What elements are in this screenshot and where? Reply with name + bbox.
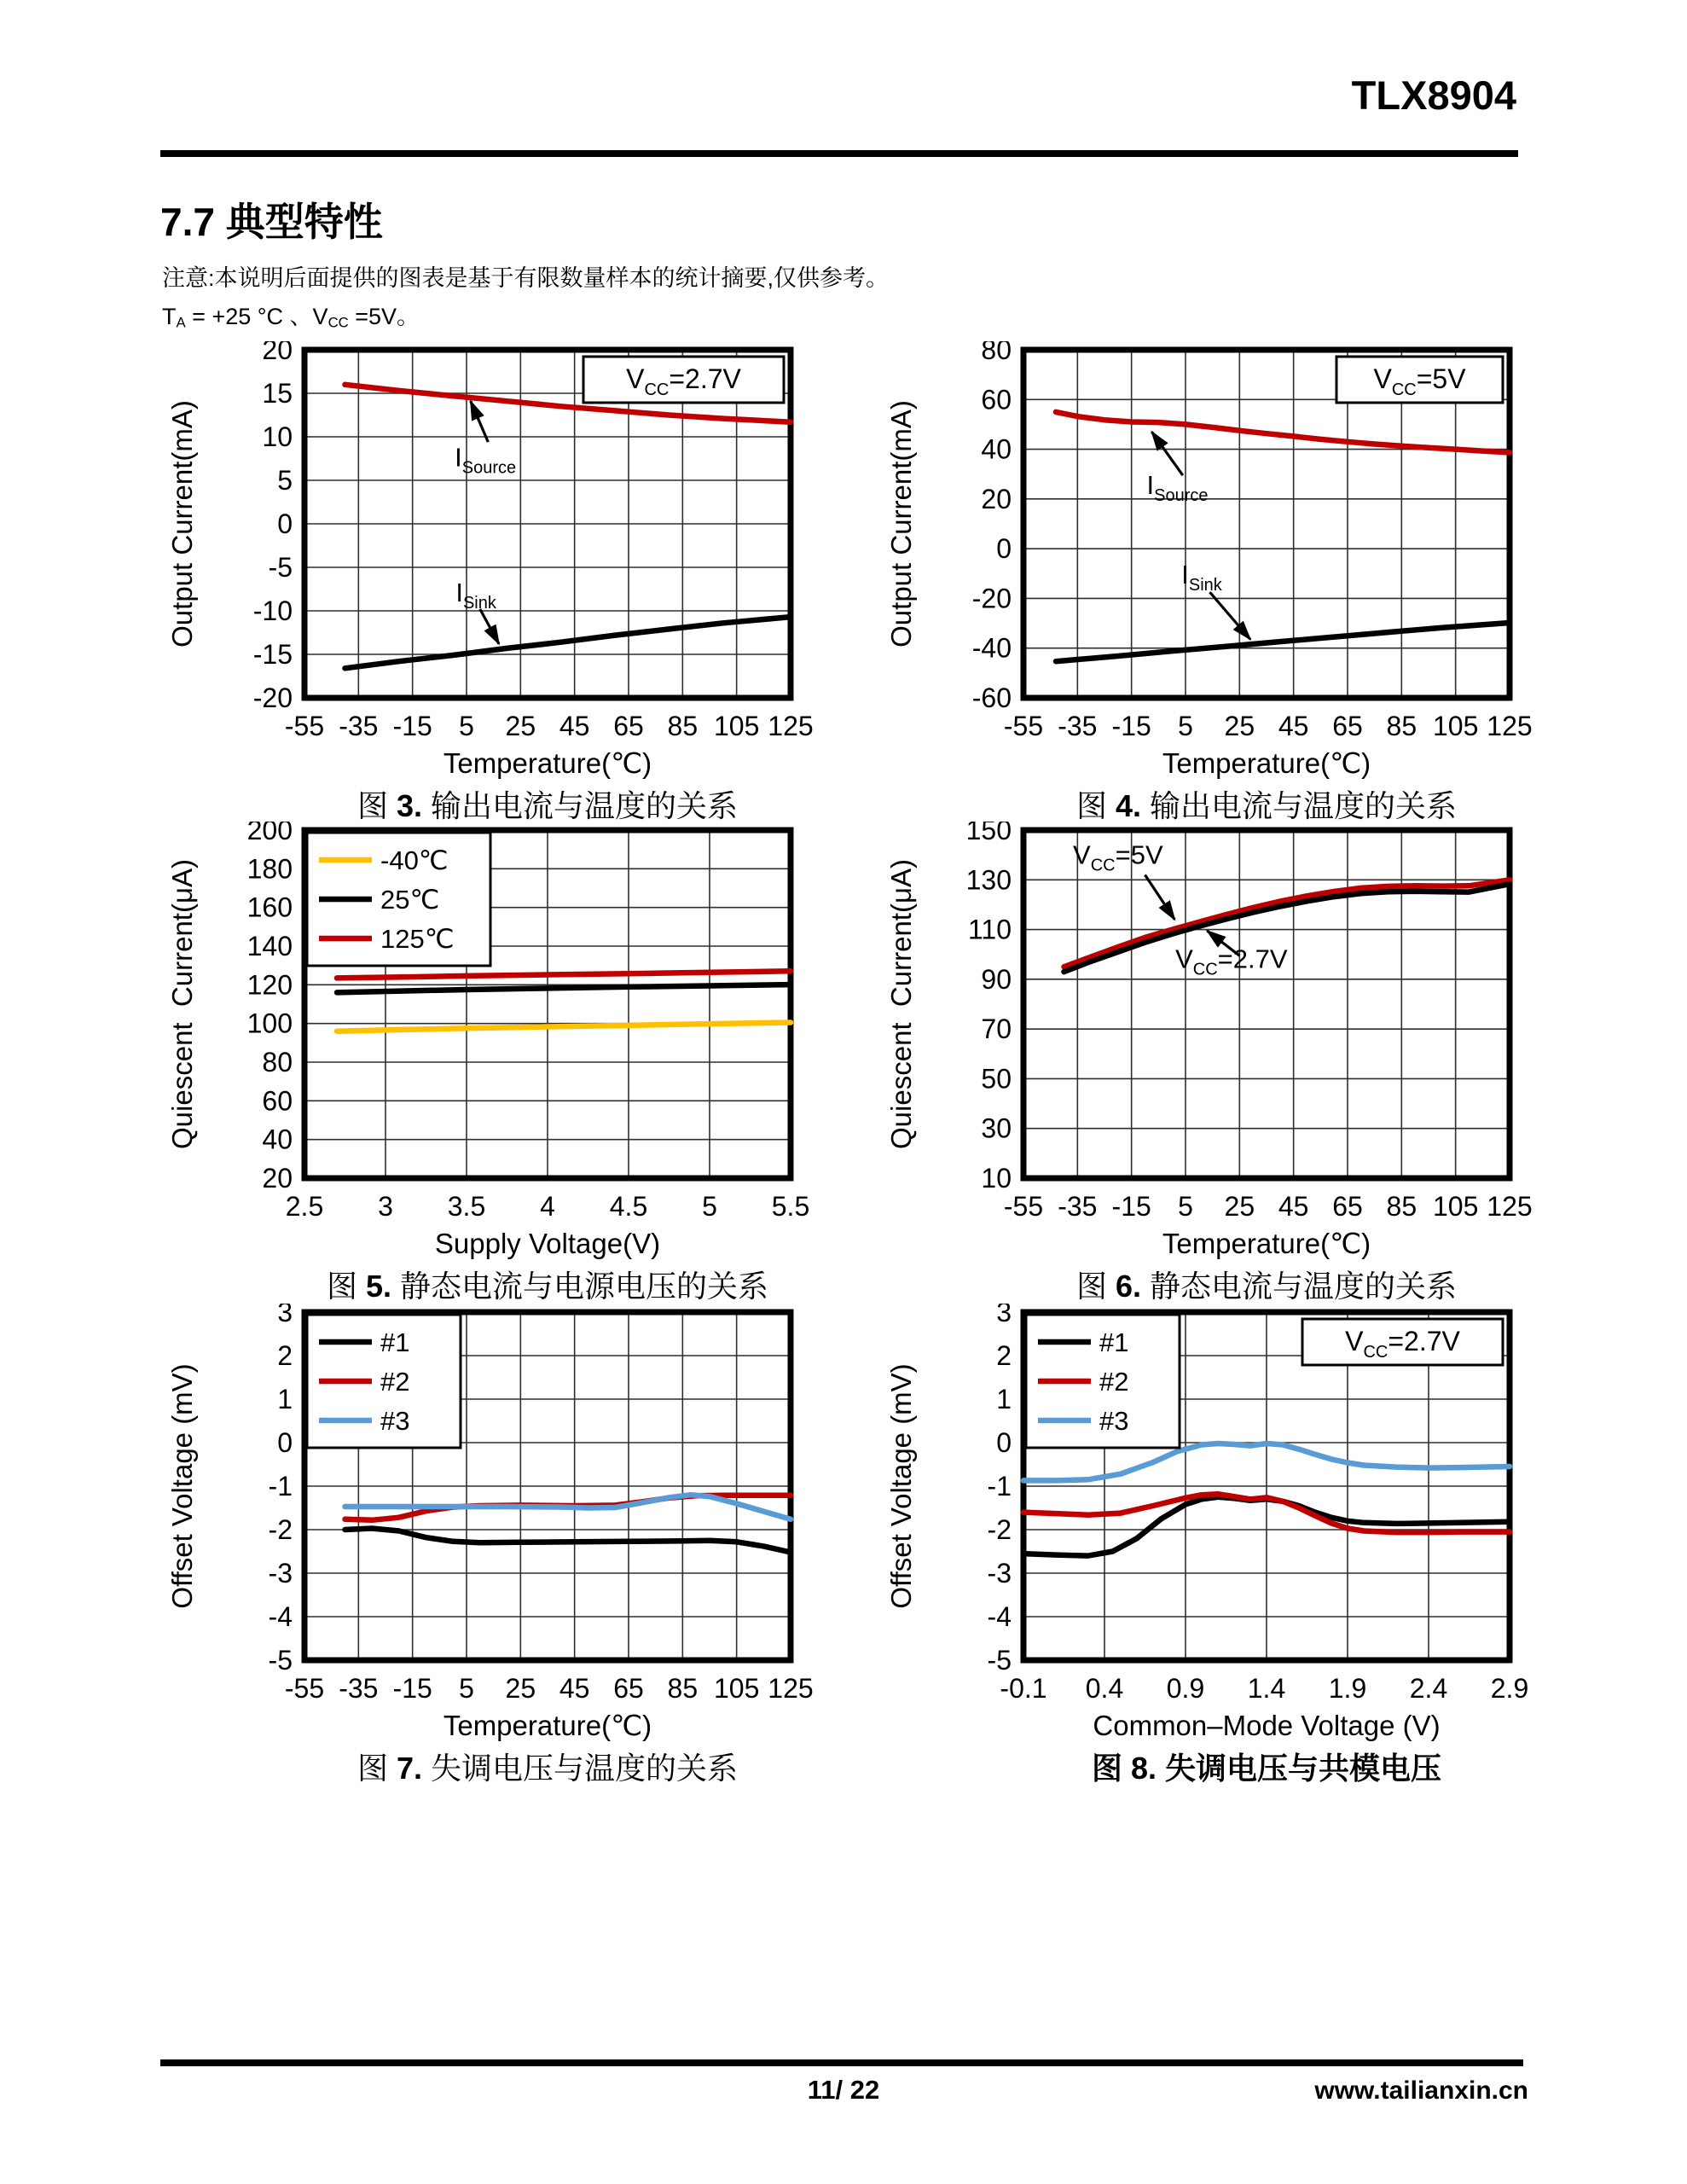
figure-7-caption: 图 7. 失调电压与温度的关系 — [357, 1751, 739, 1786]
figure-6-chart — [877, 822, 1533, 1261]
svg-text:-35: -35 — [1058, 711, 1098, 741]
svg-text:-4: -4 — [987, 1601, 1012, 1632]
svg-text:20: 20 — [262, 341, 293, 365]
figure-7-chart — [158, 1304, 815, 1743]
note-line-2: $T_A = +25$ °C 、$V_{CC} =5V$。 — [162, 304, 420, 331]
y-tick-labels — [247, 822, 293, 1194]
series-I_Sink — [1056, 623, 1510, 661]
svg-text:0.9: 0.9 — [1166, 1673, 1205, 1704]
svg-text:0: 0 — [996, 533, 1012, 565]
legend-label: #1 — [1099, 1327, 1129, 1357]
plot-border — [1023, 830, 1510, 1178]
svg-text:3: 3 — [996, 1304, 1012, 1327]
svg-text:2: 2 — [996, 1340, 1012, 1371]
legend-label: #1 — [380, 1327, 410, 1357]
svg-text:20: 20 — [981, 483, 1012, 514]
svg-text:-1: -1 — [987, 1471, 1012, 1502]
svg-text:-15: -15 — [252, 639, 293, 670]
y-tick-labels — [972, 341, 1012, 713]
svg-text:2.4: 2.4 — [1409, 1673, 1448, 1704]
svg-text:20: 20 — [262, 1163, 293, 1194]
svg-text:30: 30 — [981, 1112, 1012, 1144]
x-axis-title: Supply Voltage(V) — [434, 1228, 661, 1259]
svg-text:ISource: $I_{Source}$ — [455, 442, 517, 478]
x-axis-title: Temperature(℃) — [1162, 747, 1371, 779]
x-axis-title: Temperature(℃) — [443, 747, 652, 779]
figure-5-chart — [158, 822, 815, 1261]
svg-text:-15: -15 — [1111, 1191, 1151, 1222]
svg-text:105: 105 — [713, 1673, 760, 1704]
annotation — [455, 401, 516, 478]
svg-text:120: 120 — [246, 969, 293, 1001]
svg-text:ISink: $I_{Sink}$ — [1181, 559, 1222, 595]
figure-3-chart — [158, 341, 815, 781]
x-tick-labels — [1000, 1673, 1528, 1704]
svg-text:105: 105 — [1432, 711, 1479, 741]
series-125C — [337, 971, 791, 978]
svg-text:-55: -55 — [1003, 711, 1044, 741]
svg-text:4.5: 4.5 — [609, 1191, 648, 1222]
svg-text:5: 5 — [702, 1191, 717, 1222]
svg-text:-1: -1 — [268, 1471, 293, 1502]
figure-7 — [158, 1304, 815, 1788]
y-axis-title: Output Current(mA) — [885, 400, 917, 648]
svg-text:2.5: 2.5 — [285, 1191, 324, 1222]
svg-text:70: 70 — [981, 1014, 1012, 1045]
svg-text:3.5: 3.5 — [447, 1191, 486, 1222]
figure-3-caption: 图 3. 输出电流与温度的关系 — [357, 788, 739, 823]
svg-text:80: 80 — [981, 341, 1012, 365]
page-number: 11/ 22 — [807, 2075, 880, 2105]
figure-5-caption: 图 5. 静态电流与电源电压的关系 — [326, 1269, 769, 1304]
svg-text:60: 60 — [262, 1085, 293, 1117]
svg-text:85: 85 — [667, 711, 699, 741]
svg-text:85: 85 — [1386, 711, 1417, 741]
svg-text:200: 200 — [246, 822, 293, 845]
legend-label: #2 — [1099, 1367, 1129, 1397]
svg-text:-55: -55 — [284, 1673, 325, 1704]
svg-text:125: 125 — [768, 1673, 814, 1704]
svg-text:-5: -5 — [268, 1645, 293, 1676]
figure-3 — [158, 341, 815, 826]
y-axis-title: Offset Voltage (mV) — [166, 1363, 198, 1609]
svg-text:3: 3 — [378, 1191, 393, 1222]
legend-label: #3 — [380, 1406, 410, 1436]
svg-text:-4: -4 — [268, 1601, 293, 1632]
annotation — [1175, 931, 1288, 979]
figure-4 — [877, 341, 1533, 826]
legend-label: 125℃ — [380, 924, 455, 954]
svg-text:1.4: 1.4 — [1247, 1673, 1286, 1704]
svg-text:125: 125 — [1487, 711, 1533, 741]
legend-label: #2 — [380, 1367, 410, 1397]
svg-text:-35: -35 — [339, 1673, 379, 1704]
footer-rule — [160, 2059, 1523, 2066]
y-axis-title: Quiescent Current(μA) — [885, 859, 917, 1149]
y-tick-labels — [253, 341, 293, 713]
svg-text:125: 125 — [1487, 1191, 1533, 1222]
svg-text:-0.1: -0.1 — [1000, 1673, 1047, 1704]
svg-text:5: 5 — [459, 1673, 474, 1704]
svg-text:105: 105 — [713, 711, 760, 741]
x-tick-labels — [285, 711, 814, 741]
svg-text:4: 4 — [540, 1191, 555, 1222]
x-tick-labels — [286, 1191, 809, 1222]
condition-box — [583, 357, 784, 403]
x-axis-title: Common–Mode Voltage (V) — [1093, 1710, 1441, 1741]
condition-box — [1336, 357, 1503, 403]
legend — [1026, 1315, 1180, 1448]
svg-text:45: 45 — [1278, 1191, 1309, 1222]
svg-text:-2: -2 — [268, 1514, 293, 1545]
figure-5 — [158, 822, 815, 1306]
svg-text:65: 65 — [613, 711, 644, 741]
svg-text:130: 130 — [965, 864, 1012, 896]
svg-text:85: 85 — [1386, 1191, 1417, 1222]
legend-label: #3 — [1099, 1406, 1129, 1436]
svg-text:25: 25 — [505, 1673, 536, 1704]
svg-text:-3: -3 — [987, 1558, 1012, 1589]
svg-text:0: 0 — [277, 508, 293, 539]
svg-text:2.9: 2.9 — [1490, 1673, 1529, 1704]
figure-4-caption: 图 4. 输出电流与温度的关系 — [1075, 788, 1458, 823]
svg-text:140: 140 — [246, 931, 293, 961]
svg-text:-55: -55 — [284, 711, 325, 741]
website-link: www.tailianxin.cn — [1314, 2077, 1528, 2105]
svg-text:5: 5 — [1178, 711, 1193, 741]
y-axis-title: Output Current(mA) — [166, 400, 198, 648]
series-25C — [337, 985, 791, 992]
svg-text:-15: -15 — [392, 711, 432, 741]
svg-text:-20: -20 — [971, 583, 1012, 614]
svg-text:-15: -15 — [1111, 711, 1151, 741]
svg-text:110: 110 — [967, 914, 1012, 945]
svg-text:VCC=2.7V: $V_{CC}=2.7V$ — [626, 363, 741, 399]
svg-text:ISource: $I_{Source}$ — [1146, 470, 1209, 506]
svg-text:65: 65 — [1332, 1191, 1363, 1222]
svg-text:40: 40 — [981, 433, 1012, 465]
y-axis-title: Quiescent Current(μA) — [166, 859, 198, 1149]
svg-text:65: 65 — [1332, 711, 1363, 741]
section-title: 7.7 典型特性 — [160, 200, 383, 244]
svg-text:1: 1 — [277, 1384, 293, 1414]
svg-text:2: 2 — [277, 1340, 293, 1371]
x-tick-labels — [1004, 711, 1533, 741]
svg-text:65: 65 — [613, 1673, 644, 1704]
svg-text:5: 5 — [459, 711, 474, 741]
svg-text:90: 90 — [981, 963, 1012, 995]
svg-text:-55: -55 — [1003, 1191, 1044, 1222]
svg-text:-15: -15 — [392, 1673, 432, 1704]
svg-text:85: 85 — [667, 1673, 699, 1704]
svg-text:-2: -2 — [987, 1514, 1012, 1545]
svg-text:50: 50 — [981, 1063, 1012, 1095]
svg-text:150: 150 — [965, 822, 1012, 845]
legend-label: 25℃ — [380, 885, 440, 915]
x-axis-title: Temperature(℃) — [443, 1710, 652, 1741]
svg-text:10: 10 — [262, 421, 293, 452]
svg-text:125: 125 — [768, 711, 814, 741]
figure-8 — [877, 1304, 1533, 1788]
y-axis-title: Offset Voltage (mV) — [885, 1363, 917, 1609]
doc-number: TLX8904 — [1351, 73, 1516, 118]
svg-text:5: 5 — [1178, 1191, 1193, 1222]
svg-text:-20: -20 — [252, 682, 293, 713]
y-tick-labels — [988, 1304, 1012, 1676]
svg-text:100: 100 — [246, 1008, 293, 1039]
svg-text:0.4: 0.4 — [1085, 1673, 1124, 1704]
svg-text:0: 0 — [996, 1427, 1012, 1458]
svg-text:VCC=2.7V: $V_{CC}=2.7V$ — [1345, 1326, 1460, 1362]
svg-text:45: 45 — [559, 711, 590, 741]
svg-text:VCC=2.7V: $V_{CC}=2.7V$ — [1175, 944, 1288, 979]
svg-text:45: 45 — [559, 1673, 590, 1704]
svg-text:10: 10 — [981, 1163, 1012, 1194]
svg-text:160: 160 — [246, 892, 293, 923]
svg-text:180: 180 — [246, 853, 293, 885]
svg-text:-35: -35 — [339, 711, 379, 741]
figure-8-caption: 图 8. 失调电压与共模电压 — [1091, 1751, 1442, 1786]
svg-text:25: 25 — [1224, 711, 1255, 741]
x-tick-labels — [1004, 1191, 1533, 1222]
note-line-1: 注意:本说明后面提供的图表是基于有限数量样本的统计摘要,仅供参考。 — [162, 265, 890, 291]
svg-text:-5: -5 — [268, 552, 293, 583]
svg-text:25: 25 — [1224, 1191, 1255, 1222]
svg-text:105: 105 — [1432, 1191, 1479, 1222]
y-tick-labels — [269, 1304, 293, 1676]
legend — [307, 1315, 461, 1448]
svg-text:5: 5 — [277, 465, 293, 496]
svg-text:45: 45 — [1278, 711, 1309, 741]
svg-text:80: 80 — [262, 1047, 293, 1077]
svg-text:25: 25 — [505, 711, 536, 741]
svg-text:-3: -3 — [268, 1558, 293, 1589]
header-rule — [160, 150, 1518, 157]
svg-text:5.5: 5.5 — [771, 1191, 810, 1222]
figure-8-chart — [877, 1304, 1533, 1743]
svg-text:15: 15 — [262, 378, 293, 409]
svg-text:0: 0 — [277, 1427, 293, 1458]
svg-text:-40: -40 — [971, 632, 1012, 664]
svg-text:ISink: $I_{Sink}$ — [455, 577, 496, 613]
figure-6 — [877, 822, 1533, 1306]
annotation — [1147, 432, 1209, 505]
svg-text:3: 3 — [277, 1304, 293, 1327]
svg-text:1.9: 1.9 — [1328, 1673, 1367, 1704]
svg-text:-35: -35 — [1058, 1191, 1098, 1222]
y-tick-labels — [966, 822, 1012, 1194]
legend — [307, 833, 490, 966]
svg-text:-5: -5 — [987, 1645, 1012, 1676]
figure-6-caption: 图 6. 静态电流与温度的关系 — [1075, 1269, 1458, 1304]
condition-box — [1302, 1319, 1503, 1365]
x-axis-title: Temperature(℃) — [1162, 1228, 1371, 1259]
svg-text:60: 60 — [981, 384, 1012, 415]
svg-text:1: 1 — [996, 1384, 1012, 1414]
legend-label: -40℃ — [380, 845, 449, 875]
svg-text:-10: -10 — [252, 595, 293, 626]
svg-text:40: 40 — [262, 1124, 293, 1155]
svg-text:-60: -60 — [971, 682, 1012, 713]
series-I_Source — [1056, 412, 1510, 453]
gridlines — [1023, 830, 1510, 1178]
figure-4-chart — [877, 341, 1533, 781]
svg-text:VCC=5V: $V_{CC}=5V$ — [1373, 363, 1466, 399]
svg-text:VCC=5V: $V_{CC}=5V$ — [1073, 839, 1163, 875]
x-tick-labels — [285, 1673, 814, 1704]
